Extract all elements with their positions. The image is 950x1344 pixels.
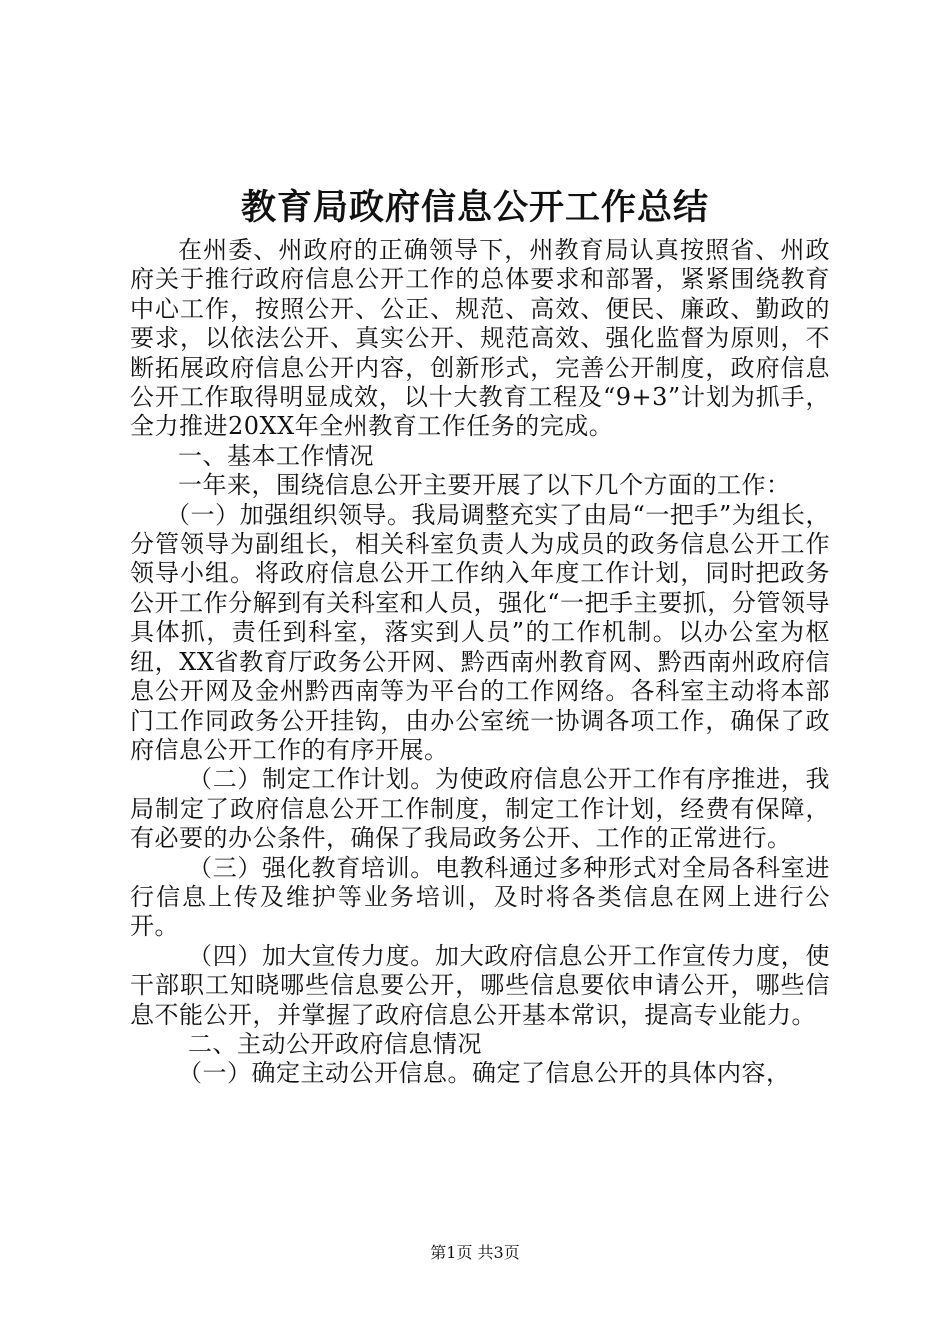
section-heading-2: 二、主动公开政府信息情况 (188, 1029, 482, 1058)
page-footer: 第1页 共3页 (430, 1243, 520, 1262)
section-heading-1: 一、基本工作情况 (178, 441, 374, 470)
document-title: 教育局政府信息公开工作总结 (240, 187, 709, 228)
paragraph-item-3: （三）强化教育培训。电教科通过多种形式对全局各科室进行信息上传及维护等业务培训，及时将各类信息在网上进行公开。 (130, 853, 830, 941)
paragraph-item-1: （一）加强组织领导。我局调整充实了由局“一把手”为组长，分管领导为副组长，相关科室负责人为成员的政务信息公开工作领导小组。将政府信息公开工作纳入年度工作计划，同时把政务公开工作分解到有关科室和人员，强化“一把手主要抓，分管领导具体抓，责任到科室，落实到人员”的工作机制。以办公室为枢纽，XX省教育厅政务公开网、黔西南州教育网、黔西南州政府信息公开网及金州黔西南等为平台的工作网络。各科室主动将本部门工作同政务公开挂钩，由办公室统一协调各项工作，确保了政府信息公开工作的有序开展。 (130, 500, 830, 764)
paragraph-overview: 一年来，围绕信息公开主要开展了以下几个方面的工作： (178, 471, 791, 500)
paragraph-item-2: （二）制定工作计划。为使政府信息公开工作有序推进，我局制定了政府信息公开工作制度，制定工作计划，经费有保障，有必要的办公条件，确保了我局政务公开、工作的正常进行。 (130, 765, 830, 853)
paragraph-intro: 在州委、州政府的正确领导下，州教育局认真按照省、州政府关于推行政府信息公开工作的总体要求和部署，紧紧围绕教育中心工作，按照公开、公正、规范、高效、便民、廉政、勤政的要求，以依法公开、真实公开、规范高效、强化监督为原则，不断拓展政府信息公开内容，创新形式，完善公开制度，政府信息公开工作取得明显成效，以十大教育工程及“9+3”计划为抓手，全力推进20XX年全州教育工作任务的完成。 (130, 236, 830, 441)
paragraph-section-2-item-1: （一）确定主动公开信息。确定了信息公开的具体内容， (178, 1059, 791, 1088)
paragraph-item-4: （四）加大宣传力度。加大政府信息公开工作宣传力度，使干部职工知晓哪些信息要公开，哪些信息要依申请公开，哪些信息不能公开，并掌握了政府信息公开基本常识，提高专业能力。 (130, 941, 830, 1029)
document-body (130, 236, 830, 1089)
